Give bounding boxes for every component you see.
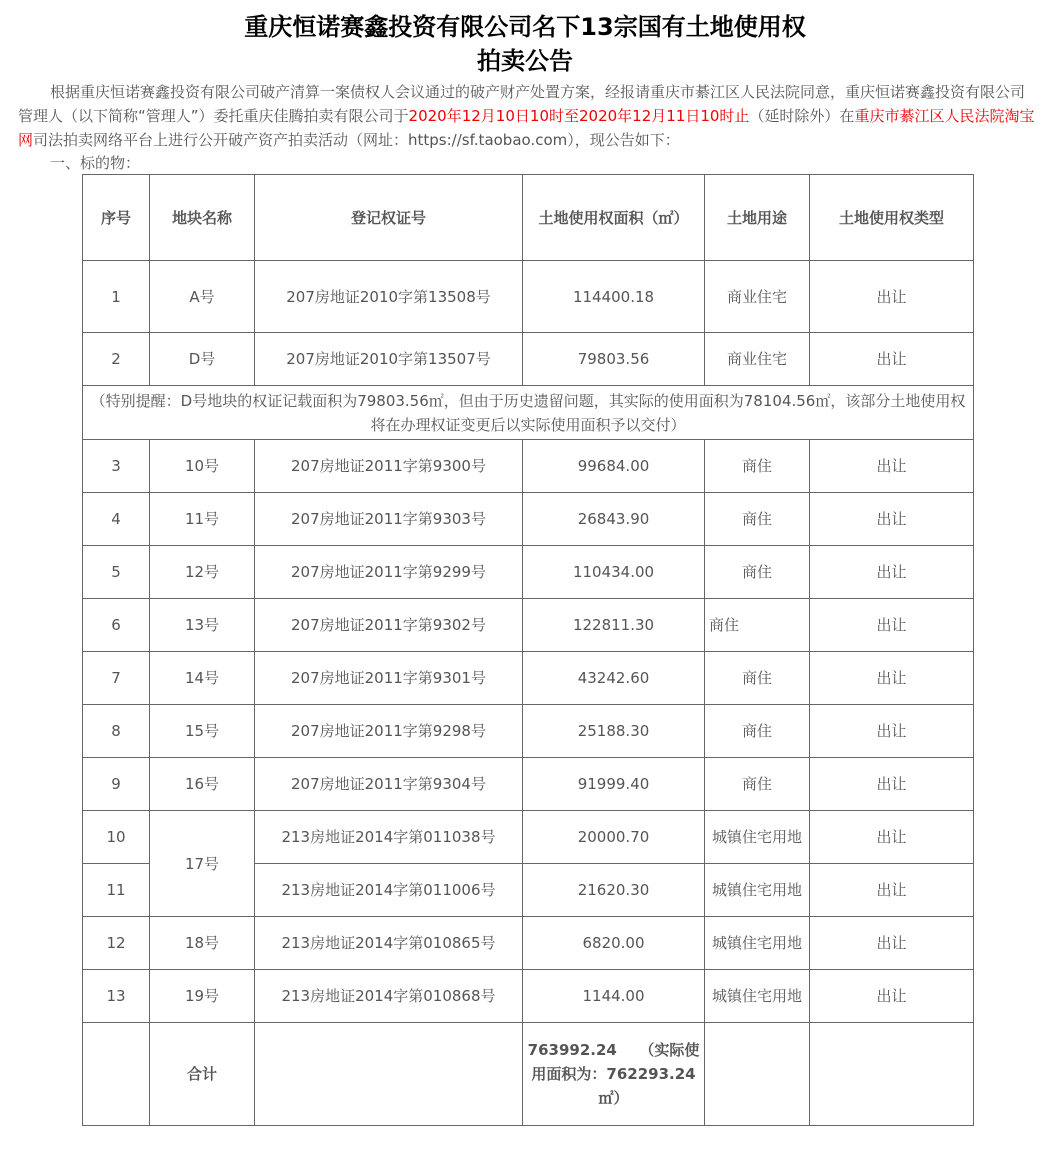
table-row — [83, 599, 974, 652]
table-cell: D号 — [150, 333, 255, 386]
table-cell: 6 — [83, 599, 150, 652]
table-cell: 99684.00 — [523, 440, 705, 493]
table-cell: 213房地证2014字第010868号 — [255, 970, 523, 1023]
table-cell: 13号 — [150, 599, 255, 652]
table-cell: 出让 — [810, 917, 974, 970]
table-row — [83, 440, 974, 493]
table-cell: 26843.90 — [523, 493, 705, 546]
table-cell: 商住 — [705, 546, 810, 599]
table-cell: 20000.70 — [523, 811, 705, 864]
table-cell: 18号 — [150, 917, 255, 970]
table-cell: 出让 — [810, 811, 974, 864]
table-cell: 8 — [83, 705, 150, 758]
note-row — [83, 386, 974, 440]
table-cell: 13 — [83, 970, 150, 1023]
land-table — [82, 174, 974, 1126]
table-cell: 17号 — [150, 811, 255, 917]
total-row — [83, 1023, 974, 1126]
table-cell: 7 — [83, 652, 150, 705]
auction-time: 2020年12月10日10时至2020年12月11日10时止 — [408, 107, 750, 125]
table-cell: 14号 — [150, 652, 255, 705]
table-row — [83, 261, 974, 333]
table-cell: 10号 — [150, 440, 255, 493]
table-cell — [83, 1023, 150, 1126]
table-cell: 5 — [83, 546, 150, 599]
table-row — [83, 758, 974, 811]
table-cell — [255, 1023, 523, 1126]
table-cell: 25188.30 — [523, 705, 705, 758]
table-cell: 207房地证2011字第9304号 — [255, 758, 523, 811]
table-cell: 商住 — [705, 493, 810, 546]
table-cell: 11号 — [150, 493, 255, 546]
table-cell: 3 — [83, 440, 150, 493]
table-cell: 合计 — [150, 1023, 255, 1126]
column-header: 地块名称 — [150, 175, 255, 261]
table-cell: 商住 — [705, 599, 810, 652]
table-cell: 43242.60 — [523, 652, 705, 705]
table-cell: 122811.30 — [523, 599, 705, 652]
table-cell: 15号 — [150, 705, 255, 758]
table-row — [83, 917, 974, 970]
page-title: 重庆恒诺赛鑫投资有限公司名下13宗国有土地使用权 — [244, 13, 806, 41]
table-cell: 114400.18 — [523, 261, 705, 333]
table-cell: 出让 — [810, 261, 974, 333]
table-cell: A号 — [150, 261, 255, 333]
table-cell: 出让 — [810, 493, 974, 546]
column-header: 土地使用权面积（㎡） — [523, 175, 705, 261]
section-heading: 一、标的物： — [50, 154, 141, 172]
column-header: 序号 — [83, 175, 150, 261]
table-cell: 商业住宅 — [705, 333, 810, 386]
column-header: 土地使用权类型 — [810, 175, 974, 261]
table-cell: 城镇住宅用地 — [705, 864, 810, 917]
auction-platform: 重庆市綦江区人民法院淘宝网 — [18, 107, 1035, 149]
table-cell: 12 — [83, 917, 150, 970]
table-cell: 21620.30 — [523, 864, 705, 917]
table-row — [83, 333, 974, 386]
table-cell: 213房地证2014字第010865号 — [255, 917, 523, 970]
column-header: 登记权证号 — [255, 175, 523, 261]
table-cell: 16号 — [150, 758, 255, 811]
table-row — [83, 811, 974, 864]
table-cell: 商住 — [705, 440, 810, 493]
table-cell: 6820.00 — [523, 917, 705, 970]
table-cell: 出让 — [810, 333, 974, 386]
table-cell: （特别提醒：D号地块的权证记载面积为79803.56㎡，但由于历史遗留问题，其实际的使用面积为78104.56㎡，该部分土地使用权将在办理权证变更后以实际使用面积予以交付） — [83, 386, 974, 440]
table-cell: 213房地证2014字第011038号 — [255, 811, 523, 864]
table-cell: 1 — [83, 261, 150, 333]
page-subtitle: 拍卖公告 — [477, 47, 573, 75]
table-cell: 207房地证2011字第9302号 — [255, 599, 523, 652]
table-cell: 207房地证2010字第13507号 — [255, 333, 523, 386]
table-cell: 763992.24 （实际使用面积为：762293.24㎡） — [523, 1023, 705, 1126]
table-cell: 9 — [83, 758, 150, 811]
table-cell: 出让 — [810, 652, 974, 705]
table-cell: 11 — [83, 864, 150, 917]
table-cell: 207房地证2011字第9300号 — [255, 440, 523, 493]
table-cell: 213房地证2014字第011006号 — [255, 864, 523, 917]
intro-text-3: 司法拍卖网络平台上进行公开破产资产拍卖活动（网址：https://sf.taobao.com），现公告如下： — [33, 131, 680, 149]
table-cell: 207房地证2011字第9298号 — [255, 705, 523, 758]
table-row — [83, 493, 974, 546]
table-cell: 商住 — [705, 652, 810, 705]
table-cell: 79803.56 — [523, 333, 705, 386]
table-cell: 207房地证2011字第9303号 — [255, 493, 523, 546]
table-row — [83, 652, 974, 705]
table-cell: 商住 — [705, 705, 810, 758]
table-cell: 出让 — [810, 599, 974, 652]
table-cell: 城镇住宅用地 — [705, 917, 810, 970]
table-cell — [810, 1023, 974, 1126]
intro-text-1: 根据重庆恒诺赛鑫投资有限公司破产清算一案债权人会议通过的破产财产处置方案，经报请重庆市綦江区人民法院同意，重庆恒诺赛鑫投资有限公司管理人（以下简称“管理人”）委托重庆佳腾拍卖有限公司于 — [18, 83, 1026, 125]
table-cell: 出让 — [810, 546, 974, 599]
table-cell: 商业住宅 — [705, 261, 810, 333]
table-cell: 出让 — [810, 440, 974, 493]
table-cell: 91999.40 — [523, 758, 705, 811]
intro-paragraph — [18, 80, 1036, 152]
table-cell: 110434.00 — [523, 546, 705, 599]
table-cell: 10 — [83, 811, 150, 864]
table-cell: 城镇住宅用地 — [705, 970, 810, 1023]
table-cell: 12号 — [150, 546, 255, 599]
table-header — [83, 175, 974, 261]
table-cell: 2 — [83, 333, 150, 386]
table-cell: 商住 — [705, 758, 810, 811]
intro-text-2: （延时除外）在 — [749, 107, 855, 125]
column-header: 土地用途 — [705, 175, 810, 261]
table-cell: 出让 — [810, 758, 974, 811]
table-cell: 1144.00 — [523, 970, 705, 1023]
table-cell: 207房地证2011字第9299号 — [255, 546, 523, 599]
table-cell: 城镇住宅用地 — [705, 811, 810, 864]
table-row — [83, 705, 974, 758]
table-cell: 出让 — [810, 864, 974, 917]
table-row — [83, 546, 974, 599]
table-cell — [705, 1023, 810, 1126]
table-cell: 207房地证2011字第9301号 — [255, 652, 523, 705]
table-cell: 207房地证2010字第13508号 — [255, 261, 523, 333]
table-cell: 4 — [83, 493, 150, 546]
table-cell: 出让 — [810, 970, 974, 1023]
table-row — [83, 970, 974, 1023]
table-cell: 出让 — [810, 705, 974, 758]
table-cell: 19号 — [150, 970, 255, 1023]
